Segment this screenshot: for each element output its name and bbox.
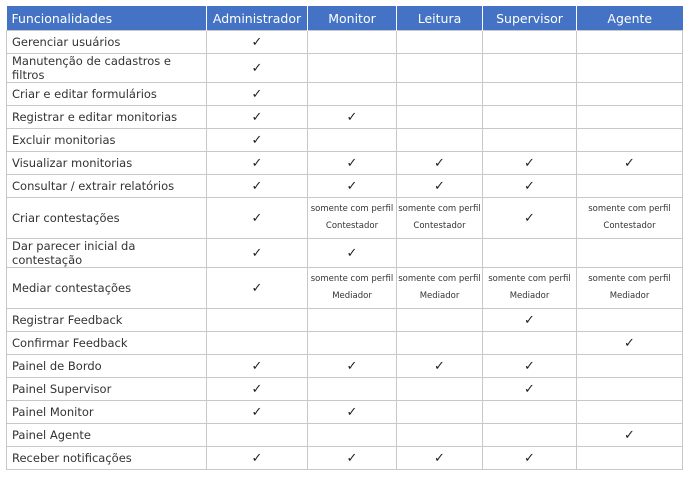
check-icon: ✓ <box>524 312 535 328</box>
permission-cell-supervisor <box>483 309 577 332</box>
feature-cell: Manutenção de cadastros e filtros <box>7 54 207 83</box>
header-role-agente: Agente <box>577 6 683 31</box>
permission-cell-monitor <box>308 129 397 152</box>
permission-cell-monitor <box>308 152 397 175</box>
permission-cell-agente <box>577 268 683 309</box>
permission-cell-leitura <box>397 401 483 424</box>
permission-cell-monitor <box>308 106 397 129</box>
permission-cell-supervisor <box>483 83 577 106</box>
permission-cell-administrador <box>207 447 308 470</box>
permission-cell-monitor <box>308 332 397 355</box>
permission-note-line: Mediador <box>332 291 372 301</box>
feature-cell: Registrar e editar monitorias <box>7 106 207 129</box>
permission-cell-leitura <box>397 54 483 83</box>
header-feature: Funcionalidades <box>7 6 207 31</box>
permission-cell-agente <box>577 152 683 175</box>
header-role-monitor: Monitor <box>308 6 397 31</box>
permission-cell-administrador <box>207 198 308 239</box>
table-row <box>7 54 683 83</box>
permission-note-line: somente com perfil <box>398 274 481 284</box>
permission-cell-agente <box>577 309 683 332</box>
permission-cell-agente <box>577 31 683 54</box>
table-row <box>7 175 683 198</box>
table-row <box>7 447 683 470</box>
permission-cell-supervisor <box>483 54 577 83</box>
check-icon: ✓ <box>524 450 535 466</box>
check-icon: ✓ <box>251 245 263 261</box>
check-icon: ✓ <box>524 381 535 397</box>
permission-cell-monitor <box>308 83 397 106</box>
table-row <box>7 309 683 332</box>
check-icon: ✓ <box>251 450 263 466</box>
permission-note-line: Contestador <box>413 221 466 231</box>
feature-cell: Criar contestações <box>7 198 207 239</box>
permission-note-line: Mediador <box>509 291 550 301</box>
header-role-supervisor: Supervisor <box>483 6 577 31</box>
permission-cell-leitura <box>397 152 483 175</box>
permission-cell-leitura <box>397 198 483 239</box>
table-row <box>7 83 683 106</box>
check-icon: ✓ <box>251 178 263 194</box>
feature-cell: Mediar contestações <box>7 268 207 309</box>
check-icon: ✓ <box>251 34 263 50</box>
permission-cell-administrador <box>207 31 308 54</box>
permission-cell-supervisor <box>483 355 577 378</box>
table-row <box>7 378 683 401</box>
header-role-administrador: Administrador <box>207 6 308 31</box>
check-icon: ✓ <box>346 404 358 420</box>
permission-cell-agente <box>577 83 683 106</box>
permission-cell-agente <box>577 129 683 152</box>
check-icon: ✓ <box>346 450 358 466</box>
feature-cell: Painel Agente <box>7 424 207 447</box>
permission-cell-agente <box>577 175 683 198</box>
check-icon: ✓ <box>434 155 445 171</box>
check-icon: ✓ <box>251 60 263 76</box>
permission-cell-agente <box>577 447 683 470</box>
feature-cell: Registrar Feedback <box>7 309 207 332</box>
permission-note-line: somente com perfil <box>488 274 571 284</box>
permission-cell-supervisor <box>483 239 577 268</box>
feature-cell: Dar parecer inicial da contestação <box>7 239 207 268</box>
permission-note-line: somente com perfil <box>588 204 671 214</box>
table-row <box>7 129 683 152</box>
table-row <box>7 152 683 175</box>
permission-cell-supervisor <box>483 332 577 355</box>
permission-note-line: somente com perfil <box>310 274 394 284</box>
feature-cell: Criar e editar formulários <box>7 83 207 106</box>
permission-cell-monitor <box>308 378 397 401</box>
check-icon: ✓ <box>434 178 445 194</box>
permission-cell-administrador <box>207 83 308 106</box>
permission-note-line: Mediador <box>609 291 650 301</box>
feature-cell: Gerenciar usuários <box>7 31 207 54</box>
permission-cell-administrador <box>207 332 308 355</box>
permission-cell-administrador <box>207 378 308 401</box>
permission-cell-monitor <box>308 401 397 424</box>
feature-cell: Excluir monitorias <box>7 129 207 152</box>
table-row <box>7 106 683 129</box>
permission-cell-leitura <box>397 129 483 152</box>
permission-cell-supervisor <box>483 175 577 198</box>
permission-cell-monitor <box>308 198 397 239</box>
feature-cell: Visualizar monitorias <box>7 152 207 175</box>
feature-cell: Consultar / extrair relatórios <box>7 175 207 198</box>
permission-cell-leitura <box>397 355 483 378</box>
permission-cell-supervisor <box>483 152 577 175</box>
permission-cell-supervisor <box>483 31 577 54</box>
permission-cell-supervisor <box>483 424 577 447</box>
check-icon: ✓ <box>251 381 263 397</box>
permission-cell-administrador <box>207 106 308 129</box>
check-icon: ✓ <box>524 155 535 171</box>
permission-cell-agente <box>577 198 683 239</box>
permission-cell-leitura <box>397 447 483 470</box>
permission-cell-supervisor <box>483 268 577 309</box>
permission-cell-monitor <box>308 447 397 470</box>
permission-cell-supervisor <box>483 378 577 401</box>
permission-cell-leitura <box>397 31 483 54</box>
permission-cell-supervisor <box>483 129 577 152</box>
permission-cell-leitura <box>397 239 483 268</box>
permission-cell-leitura <box>397 309 483 332</box>
permission-note-line: somente com perfil <box>398 204 481 214</box>
permission-cell-administrador <box>207 175 308 198</box>
permission-cell-administrador <box>207 424 308 447</box>
check-icon: ✓ <box>524 178 535 194</box>
check-icon: ✓ <box>251 155 263 171</box>
feature-cell: Receber notificações <box>7 447 207 470</box>
permission-cell-monitor <box>308 175 397 198</box>
permission-cell-leitura <box>397 83 483 106</box>
table-row <box>7 31 683 54</box>
permission-cell-leitura <box>397 332 483 355</box>
check-icon: ✓ <box>251 86 263 102</box>
check-icon: ✓ <box>624 335 635 351</box>
feature-cell: Painel de Bordo <box>7 355 207 378</box>
permission-cell-monitor <box>308 31 397 54</box>
permission-cell-monitor <box>308 268 397 309</box>
table-row <box>7 332 683 355</box>
permission-cell-agente <box>577 54 683 83</box>
permission-cell-leitura <box>397 175 483 198</box>
permission-cell-monitor <box>308 355 397 378</box>
table-body <box>7 31 683 470</box>
permission-cell-monitor <box>308 54 397 83</box>
permission-cell-leitura <box>397 378 483 401</box>
check-icon: ✓ <box>251 358 263 374</box>
permission-cell-administrador <box>207 129 308 152</box>
check-icon: ✓ <box>346 178 358 194</box>
table-row <box>7 268 683 309</box>
header-row <box>7 6 683 31</box>
check-icon: ✓ <box>251 132 263 148</box>
check-icon: ✓ <box>346 245 358 261</box>
permission-cell-agente <box>577 355 683 378</box>
check-icon: ✓ <box>624 427 635 443</box>
permission-cell-monitor <box>308 239 397 268</box>
permission-note-line: Contestador <box>603 221 656 231</box>
permission-cell-agente <box>577 378 683 401</box>
feature-cell: Painel Supervisor <box>7 378 207 401</box>
check-icon: ✓ <box>524 358 535 374</box>
permission-cell-administrador <box>207 268 308 309</box>
check-icon: ✓ <box>251 109 263 125</box>
permission-cell-agente <box>577 401 683 424</box>
permission-cell-agente <box>577 332 683 355</box>
table-row <box>7 401 683 424</box>
permission-cell-leitura <box>397 106 483 129</box>
permission-cell-agente <box>577 424 683 447</box>
feature-cell: Painel Monitor <box>7 401 207 424</box>
check-icon: ✓ <box>624 155 635 171</box>
permission-note-line: Mediador <box>419 291 460 301</box>
permission-cell-monitor <box>308 309 397 332</box>
check-icon: ✓ <box>346 358 358 374</box>
permission-cell-supervisor <box>483 401 577 424</box>
permission-cell-supervisor <box>483 198 577 239</box>
permission-cell-supervisor <box>483 447 577 470</box>
permission-cell-administrador <box>207 239 308 268</box>
permission-cell-agente <box>577 239 683 268</box>
permission-note-line: somente com perfil <box>588 274 671 284</box>
table-row <box>7 239 683 268</box>
header-role-leitura: Leitura <box>397 6 483 31</box>
permission-cell-leitura <box>397 424 483 447</box>
feature-cell: Confirmar Feedback <box>7 332 207 355</box>
check-icon: ✓ <box>251 210 263 226</box>
permissions-table <box>6 6 683 470</box>
check-icon: ✓ <box>346 155 358 171</box>
permission-cell-administrador <box>207 54 308 83</box>
permission-cell-monitor <box>308 424 397 447</box>
check-icon: ✓ <box>524 210 535 226</box>
permission-cell-agente <box>577 106 683 129</box>
check-icon: ✓ <box>434 450 445 466</box>
permission-cell-leitura <box>397 268 483 309</box>
permission-cell-administrador <box>207 152 308 175</box>
permission-note-line: somente com perfil <box>310 204 394 214</box>
check-icon: ✓ <box>251 404 263 420</box>
permission-note-line: Contestador <box>325 221 379 231</box>
table-row <box>7 424 683 447</box>
check-icon: ✓ <box>434 358 445 374</box>
permission-cell-administrador <box>207 309 308 332</box>
table-row <box>7 198 683 239</box>
permission-cell-administrador <box>207 355 308 378</box>
permission-cell-supervisor <box>483 106 577 129</box>
permission-cell-administrador <box>207 401 308 424</box>
check-icon: ✓ <box>251 280 263 296</box>
check-icon: ✓ <box>346 109 358 125</box>
table-row <box>7 355 683 378</box>
